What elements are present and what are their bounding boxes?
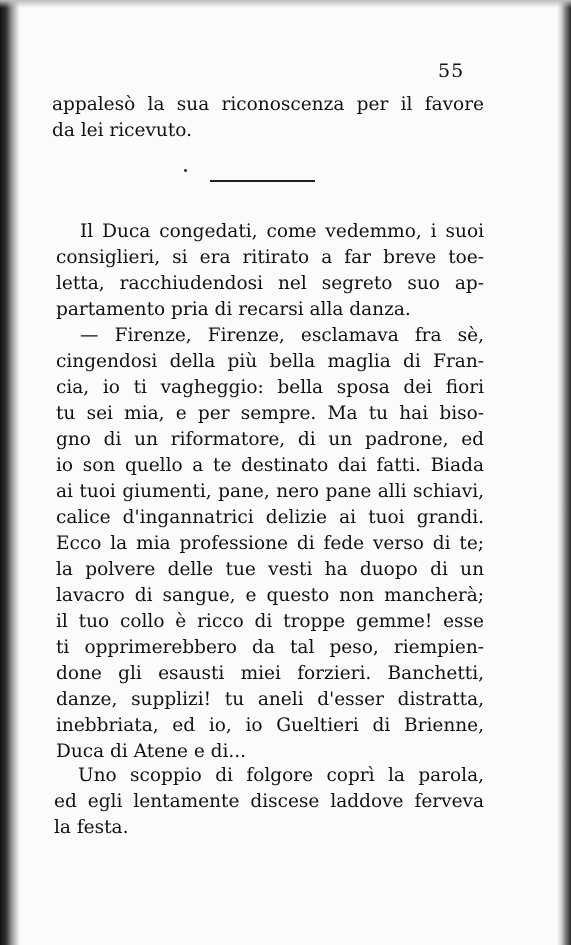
- text-line: ed egli lentamente discese laddove ferveva: [54, 791, 484, 812]
- text-line: ti opprimerebbero da tal peso, riempien-: [56, 637, 484, 658]
- text-line: il tuo collo è ricco di troppe gemme! esse: [56, 611, 484, 632]
- text-line: danze, supplizi! tu aneli d'esser distratta,: [56, 689, 484, 710]
- text-line: ai tuoi giumenti, pane, nero pane alli schiavi,: [56, 481, 484, 502]
- text-line: cia, io ti vagheggio: bella sposa dei fiori: [56, 377, 484, 398]
- text-line: letta, racchiudendosi nel segreto suo ap-: [56, 273, 484, 294]
- binding-shadow: [0, 0, 20, 945]
- text-line: Ecco la mia professione di fede verso di te;: [56, 533, 484, 554]
- intro-paragraph: [52, 92, 484, 144]
- text-line: appalesò la sua riconoscenza per il favore: [52, 94, 484, 115]
- page-top-shadow: [0, 0, 571, 8]
- text-line: la polvere delle tue vesti ha duopo di un: [56, 559, 484, 580]
- text-line: Duca di Atene e di...: [56, 741, 247, 762]
- ornament-dot: [184, 169, 187, 172]
- text-line: cingendosi della più bella maglia di Fran-: [56, 351, 484, 372]
- page-edge-shadow: [557, 0, 571, 945]
- text-line: la festa.: [54, 817, 129, 838]
- text-line: lavacro di sangue, e questo non mancherà;: [56, 585, 484, 606]
- main-paragraph: [56, 219, 484, 765]
- text-line: — Firenze, Firenze, esclamava fra sè,: [80, 325, 484, 346]
- text-line: partamento pria di recarsi alla danza.: [56, 299, 411, 320]
- section-divider: [210, 180, 315, 182]
- text-line: da lei ricevuto.: [52, 120, 192, 141]
- text-line: Il Duca congedati, come vedemmo, i suoi: [80, 221, 484, 242]
- text-line: tu sei mia, e per sempre. Ma tu hai biso-: [56, 403, 484, 424]
- text-line: Uno scoppio di folgore coprì la parola,: [78, 765, 484, 786]
- closing-paragraph: [54, 763, 484, 841]
- text-line: io son quello a te destinato dai fatti. Biada: [56, 455, 484, 476]
- text-line: done gli esausti miei forzieri. Banchetti,: [56, 663, 484, 684]
- page-number: 55: [438, 60, 465, 82]
- text-line: calice d'ingannatrici delizie ai tuoi grandi.: [56, 507, 484, 528]
- text-line: consiglieri, si era ritirato a far breve toe-: [56, 247, 484, 268]
- text-line: inebbriata, ed io, io Gueltieri di Brienne,: [56, 715, 484, 736]
- text-line: gno di un riformatore, di un padrone, ed: [56, 429, 484, 450]
